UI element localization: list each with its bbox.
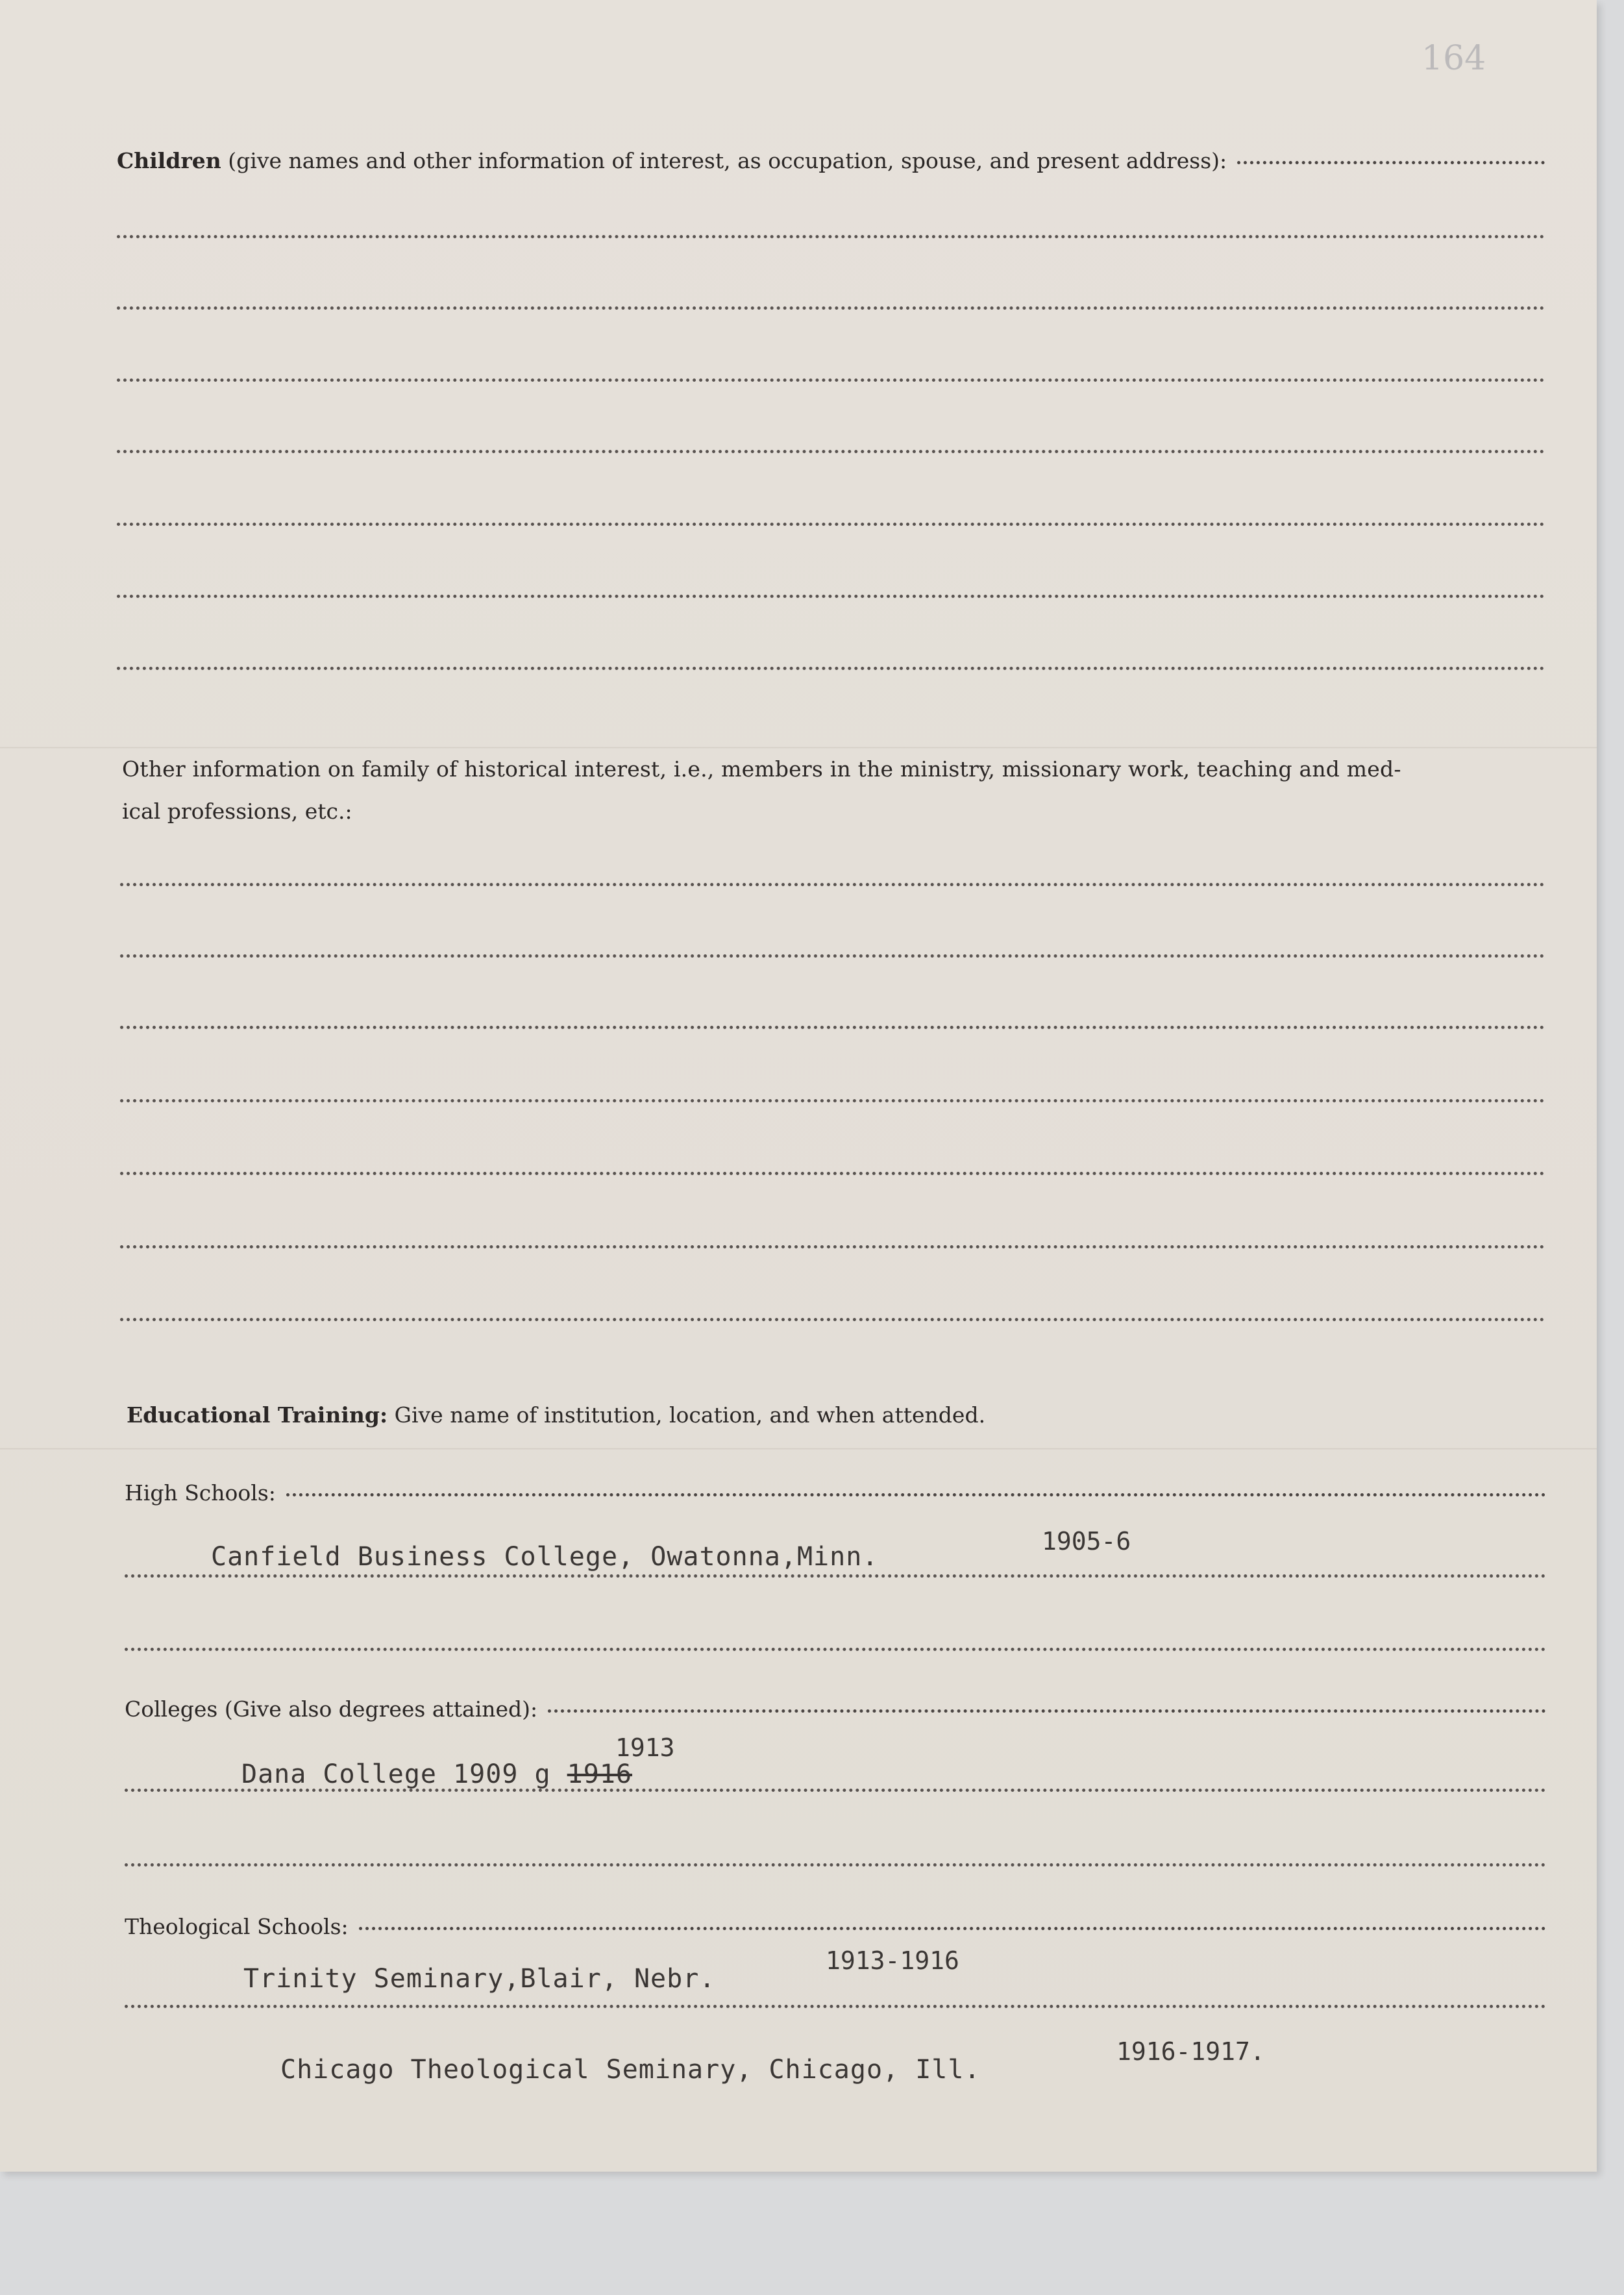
education-heading: [127, 1402, 985, 1428]
theo-years-1: 1913-1916: [826, 1946, 959, 1975]
other-info-line[interactable]: [120, 1026, 1545, 1029]
education-heading-rest: Give name of institution, location, and when attended.: [394, 1402, 986, 1428]
high-school-entry: Canfield Business College, Owatonna,Minn.: [211, 1542, 879, 1572]
colleges-label: Colleges (Give also degrees attained):: [125, 1696, 538, 1722]
theo-entry-1: Trinity Seminary,Blair, Nebr.: [243, 1964, 716, 1994]
other-info-line[interactable]: [120, 1099, 1545, 1102]
children-line[interactable]: [117, 235, 1545, 238]
theological-line[interactable]: [125, 2005, 1546, 2008]
high-schools-row: [125, 1480, 1546, 1506]
other-info-line[interactable]: [120, 954, 1545, 958]
children-line[interactable]: [117, 378, 1545, 382]
other-info-label-line2: ical professions, etc.:: [122, 799, 352, 824]
high-schools-fill-line[interactable]: [286, 1493, 1546, 1496]
college-entry-text: Dana College 1909 g: [241, 1759, 551, 1789]
children-line[interactable]: [117, 667, 1545, 670]
other-info-line[interactable]: [120, 1318, 1545, 1321]
high-schools-label: High Schools:: [125, 1480, 276, 1506]
college-year-corrected: 1913: [615, 1733, 675, 1762]
children-label-row: [117, 148, 1545, 173]
other-info-line[interactable]: [120, 883, 1545, 886]
colleges-fill-line[interactable]: [548, 1709, 1546, 1713]
other-info-line[interactable]: [120, 1172, 1545, 1175]
theological-label: Theological Schools:: [125, 1914, 349, 1939]
high-school-line[interactable]: [125, 1648, 1546, 1651]
children-line[interactable]: [117, 595, 1545, 598]
children-line[interactable]: [117, 523, 1545, 526]
other-info-line[interactable]: [120, 1245, 1545, 1248]
colleges-row: [125, 1696, 1546, 1722]
high-school-line[interactable]: [125, 1574, 1546, 1578]
other-info-label-line1: Other information on family of historical interest, i.e., members in the ministry, missionary work, teaching and med-: [122, 756, 1401, 782]
children-label: Children: [117, 148, 221, 173]
theo-years-2: 1916-1917.: [1116, 2037, 1265, 2066]
theological-fill-line[interactable]: [359, 1927, 1546, 1930]
paper-fold: [0, 1448, 1597, 1450]
children-label-rest: (give names and other information of interest, as occupation, spouse, and present address):: [228, 148, 1227, 173]
education-heading-bold: Educational Training:: [127, 1402, 388, 1428]
children-fill-line[interactable]: [1237, 161, 1545, 164]
high-school-years: 1905-6: [1042, 1527, 1131, 1556]
college-line[interactable]: [125, 1863, 1546, 1867]
theological-row: [125, 1914, 1546, 1939]
children-line[interactable]: [117, 450, 1545, 453]
college-year-struck: 1916: [567, 1759, 632, 1789]
paper-fold: [0, 747, 1597, 749]
college-entry: [241, 1759, 632, 1789]
page-number: 164: [1421, 39, 1486, 78]
theo-entry-2: Chicago Theological Seminary, Chicago, Ill.: [280, 2055, 981, 2085]
children-line[interactable]: [117, 306, 1545, 310]
